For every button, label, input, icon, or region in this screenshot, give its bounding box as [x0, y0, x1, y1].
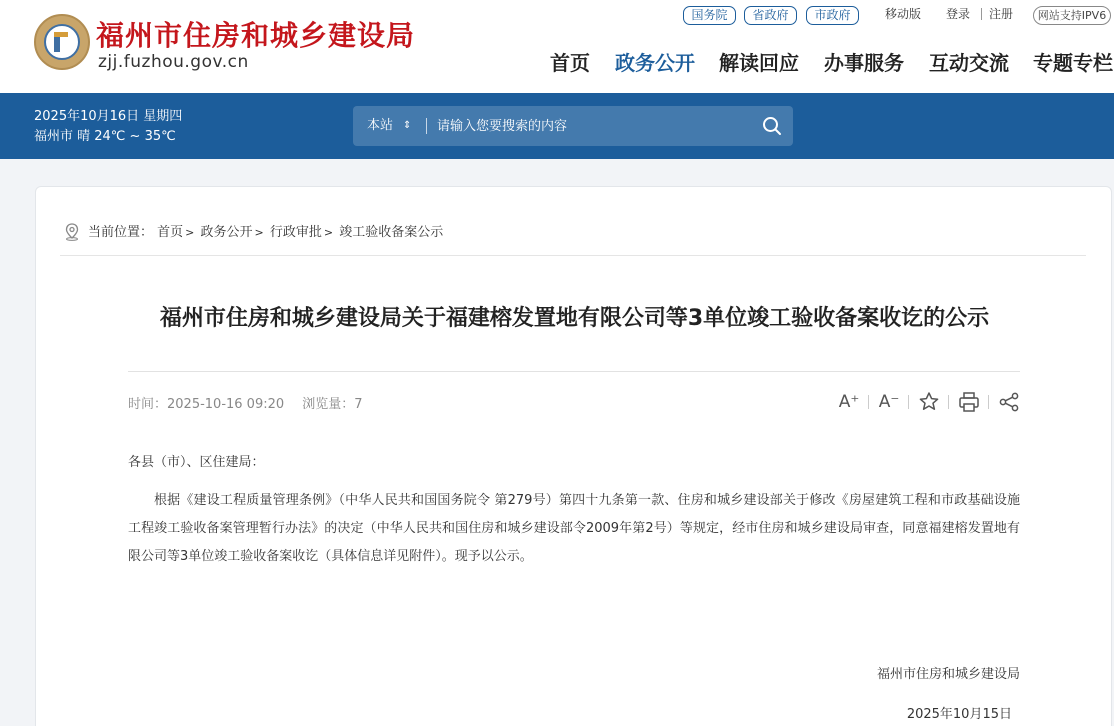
breadcrumb-home[interactable]: 首页	[157, 225, 184, 240]
view-count: 浏览量：7	[302, 397, 363, 412]
article-tools	[836, 389, 1026, 415]
tool-divider	[908, 395, 909, 409]
link-register[interactable]: 注册	[989, 7, 1014, 21]
breadcrumb-divider	[60, 255, 1086, 256]
star-favorite-icon[interactable]	[916, 389, 942, 415]
tool-divider	[988, 395, 989, 409]
article-title: 福州市住房和城乡建设局关于福建榕发置地有限公司等3单位竣工验收备案收讫的公示	[159, 306, 990, 331]
search-icon[interactable]	[761, 115, 783, 137]
link-shengzhengfu[interactable]: 省政府	[744, 6, 797, 25]
tool-divider	[868, 395, 869, 409]
breadcrumb-arrow-icon: >	[254, 226, 264, 239]
link-guowuyuan[interactable]: 国务院	[683, 6, 736, 25]
article-greeting: 各县（市）、区住建局：	[128, 455, 265, 470]
login-register-divider	[981, 8, 982, 20]
publish-time: 时间：2025-10-16 09:20	[128, 397, 285, 412]
search-scope-select[interactable]: 本站	[367, 118, 394, 133]
link-login[interactable]: 登录	[946, 7, 971, 21]
search-band	[0, 93, 1114, 159]
nav-special-topics[interactable]: 专题专栏	[1033, 51, 1113, 75]
search-divider	[426, 118, 427, 134]
link-shizhengfu[interactable]: 市政府	[806, 6, 859, 25]
font-larger-icon[interactable]: A⁺	[838, 392, 860, 412]
breadcrumb-admin-approval[interactable]: 行政审批	[269, 225, 322, 240]
nav-interpretation[interactable]: 解读回应	[719, 51, 799, 75]
site-header	[0, 0, 1114, 93]
article-signature: 福州市住房和城乡建设局	[876, 667, 1020, 682]
print-icon[interactable]	[956, 389, 982, 415]
article-paragraph: 根据《建设工程质量管理条例》（中华人民共和国国务院令 第279号）第四十九条第一款、住房和城乡建设部关于修改《房屋建筑工程和市政基础设施工程竣工验收备案管理暂行办法》的决定（中华人民共和国住房和城乡建设部令2009年第2号）等规定，经市住房和城乡建设局审查，同意福建榕发置地有限公司等3单位竣工验收备案收讫（具体信息详见附件）。现予以公示。	[128, 493, 1020, 564]
date-text: 2025年10月16日 星期四	[34, 109, 183, 124]
site-url: zjj.fuzhou.gov.cn	[98, 52, 249, 72]
breadcrumb-completion-filing[interactable]: 竣工验收备案公示	[339, 225, 444, 240]
nav-interaction[interactable]: 互动交流	[929, 51, 1009, 75]
breadcrumb-arrow-icon: >	[185, 226, 195, 239]
link-mobile-version[interactable]: 移动版	[885, 7, 922, 21]
article-sign-date: 2025年10月15日	[906, 707, 1012, 722]
scope-updown-icon[interactable]: ⇕	[403, 120, 412, 131]
ipv6-badge[interactable]: 网站支持IPV6	[1033, 6, 1111, 25]
breadcrumb-gov-affairs[interactable]: 政务公开	[200, 225, 253, 240]
site-title[interactable]: 福州市住房和城乡建设局	[96, 19, 416, 52]
main-nav	[0, 47, 1114, 77]
title-divider	[128, 371, 1020, 372]
share-icon[interactable]	[996, 389, 1022, 415]
font-smaller-icon[interactable]: A⁻	[878, 392, 900, 412]
breadcrumb-arrow-icon: >	[323, 226, 334, 239]
date-weather	[34, 107, 182, 147]
search-input[interactable]	[437, 114, 737, 138]
weather-text: 福州市 晴 24℃ ~ 35℃	[34, 129, 176, 144]
nav-government-affairs[interactable]: 政务公开	[615, 51, 695, 75]
article-meta	[128, 393, 377, 412]
nav-home[interactable]: 首页	[550, 51, 590, 75]
nav-services[interactable]: 办事服务	[824, 51, 904, 75]
tool-divider	[948, 395, 949, 409]
location-pin-icon	[64, 223, 80, 241]
search-box	[353, 106, 793, 146]
article-card	[35, 186, 1112, 726]
breadcrumb-prefix: 当前位置：	[88, 225, 154, 240]
